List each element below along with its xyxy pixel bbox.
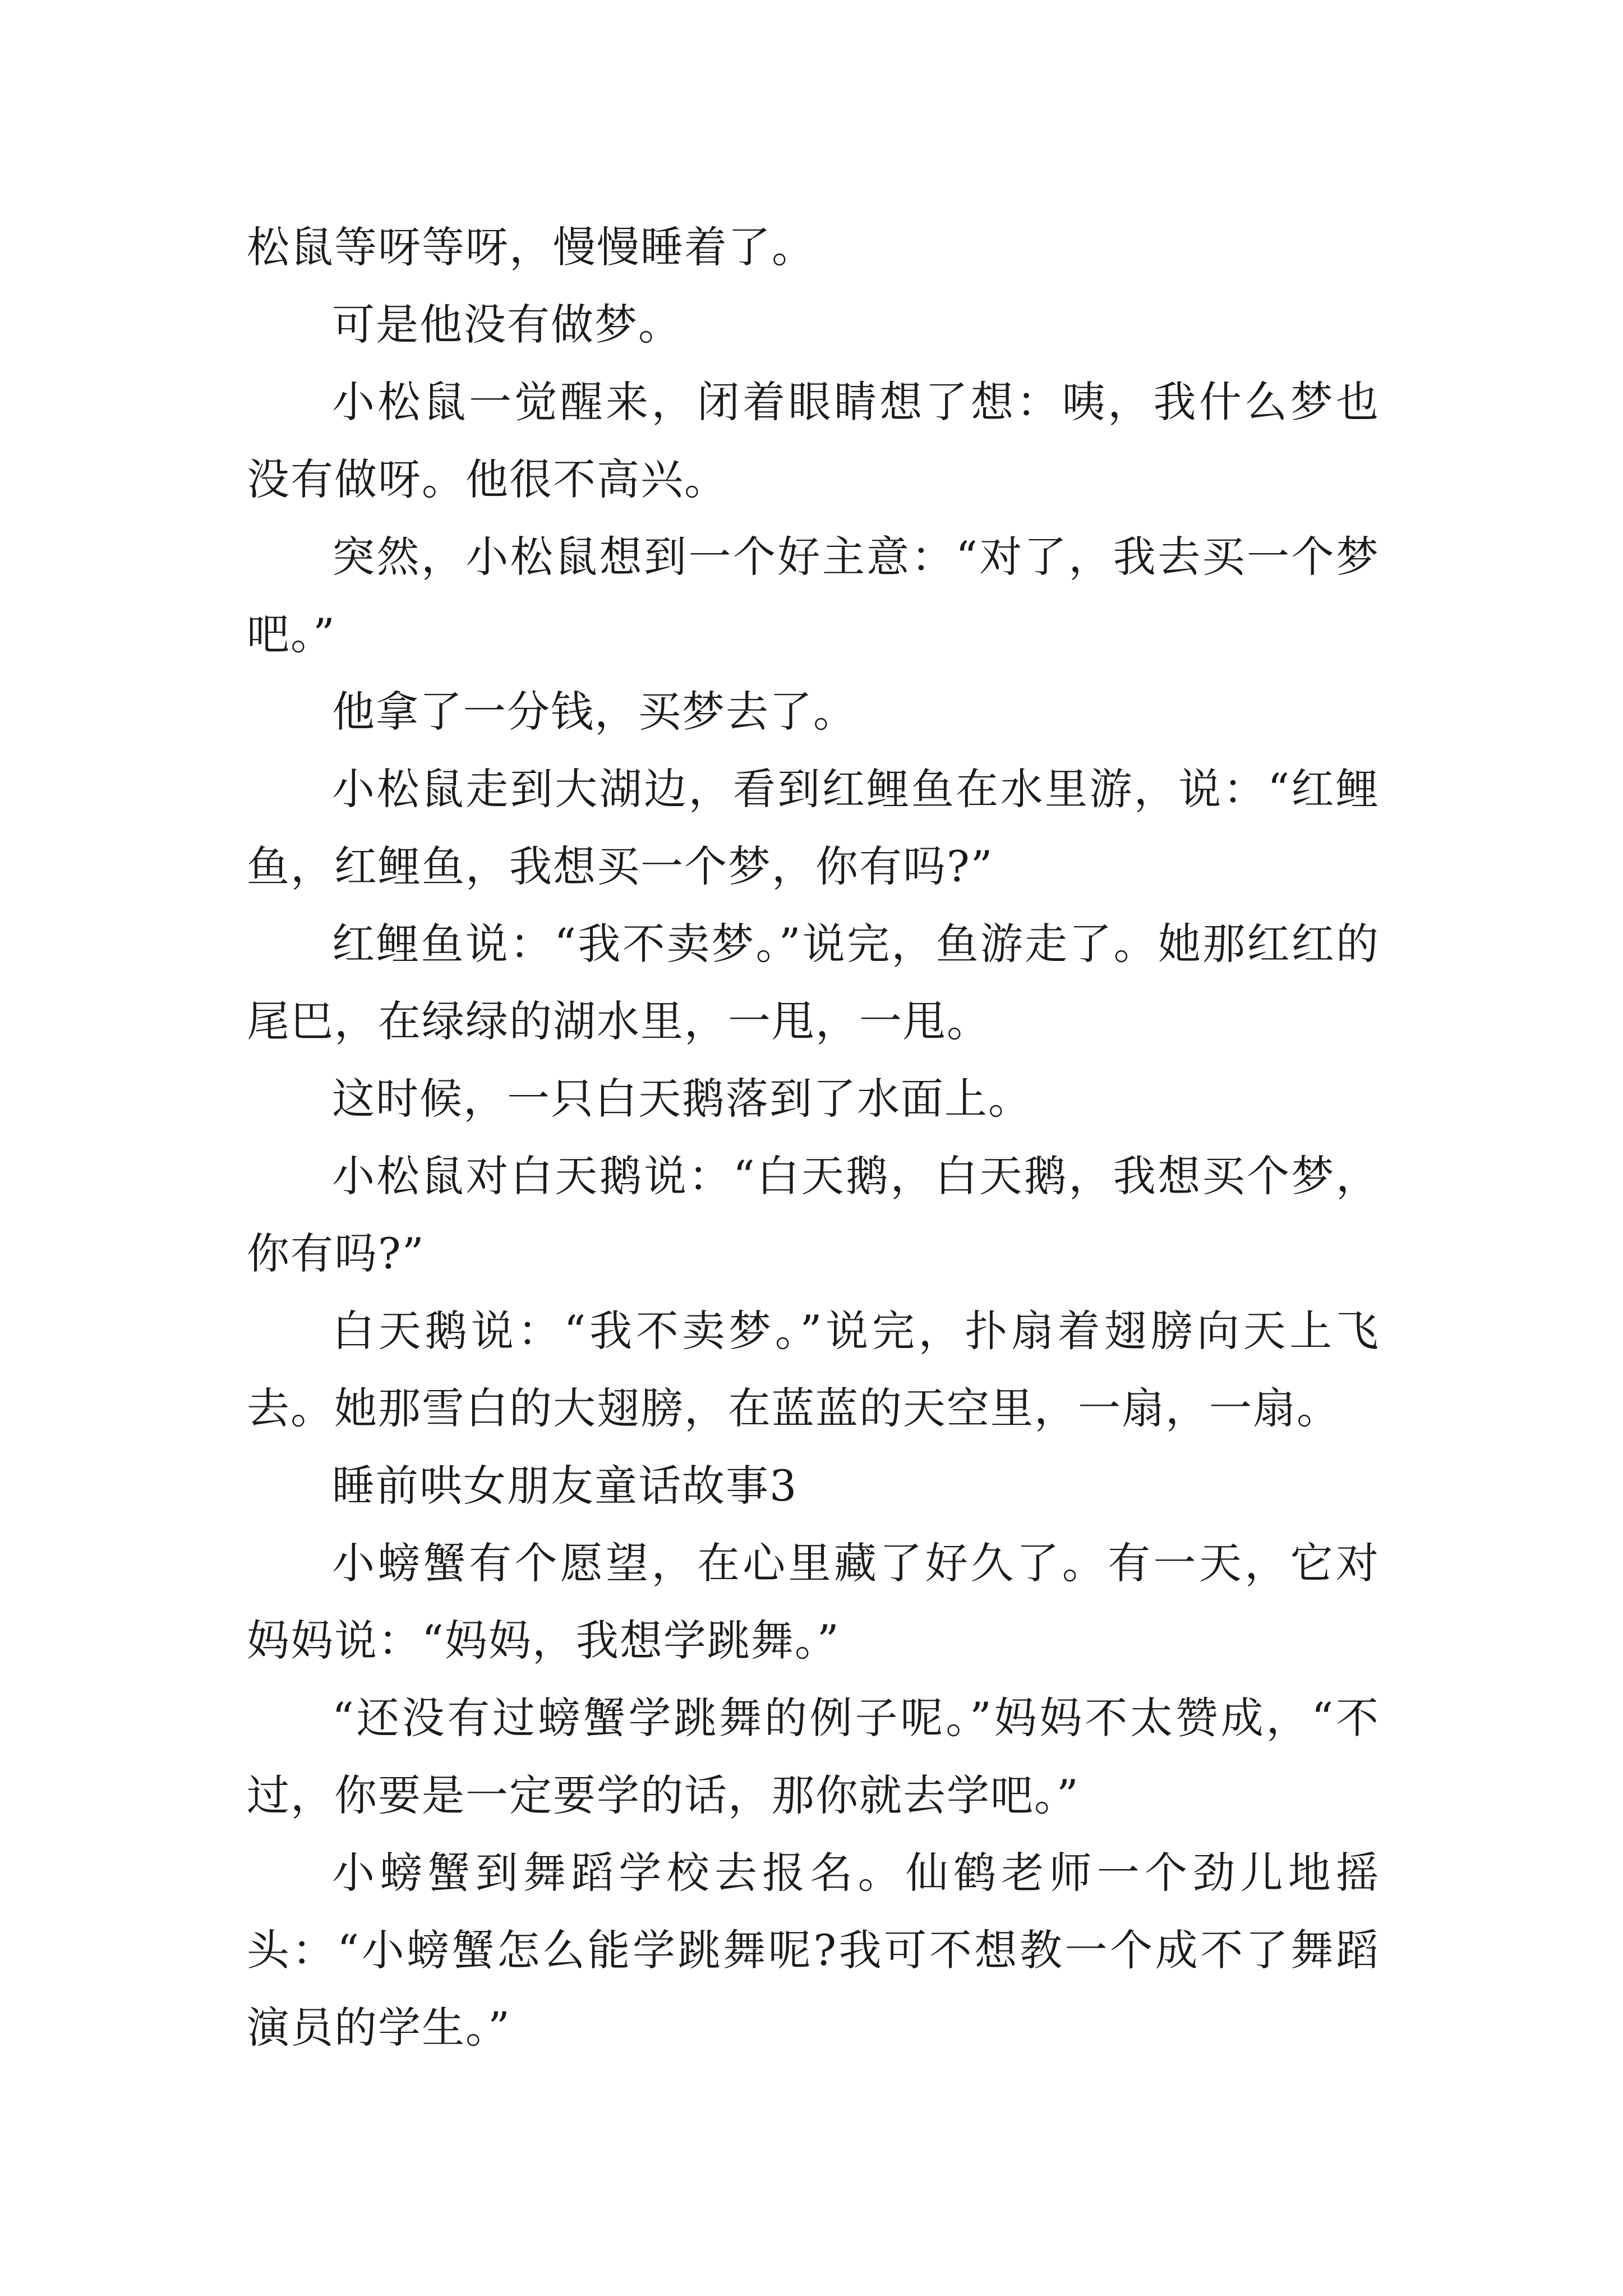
paragraph: “还没有过螃蟹学跳舞的例子呢。”妈妈不太赞成，“不过，你要是一定要学的话，那你就去学吧。” [247,1693,1380,1820]
paragraph: 白天鹅说：“我不卖梦。”说完，扑扇着翅膀向天上飞去。她那雪白的大翅膀，在蓝蓝的天空里，一扇，一扇。 [247,1306,1380,1433]
paragraph: 小螃蟹有个愿望，在心里藏了好久了。有一天，它对妈妈说：“妈妈，我想学跳舞。” [247,1538,1380,1665]
document-body [247,209,1380,2067]
paragraph: 松鼠等呀等呀，慢慢睡着了。 [247,222,815,272]
paragraph: 他拿了一分钱，买梦去了。 [332,687,857,737]
paragraph: 这时候，一只白天鹅落到了水面上。 [332,1074,1032,1124]
paragraph: 小螃蟹到舞蹈学校去报名。仙鹤老师一个劲儿地摇头：“小螃蟹怎么能学跳舞呢?我可不想教一个成不了舞蹈演员的学生。” [247,1848,1380,2053]
paragraph: 可是他没有做梦。 [332,300,682,349]
section-heading: 睡前哄女朋友童话故事3 [332,1461,798,1511]
paragraph: 红鲤鱼说：“我不卖梦。”说完，鱼游走了。她那红红的尾巴，在绿绿的湖水里，一甩，一甩。 [247,919,1380,1046]
paragraph: 小松鼠走到大湖边，看到红鲤鱼在水里游，说：“红鲤鱼，红鲤鱼，我想买一个梦，你有吗?” [247,764,1380,891]
paragraph: 小松鼠一觉醒来，闭着眼睛想了想：咦，我什么梦也没有做呀。他很不高兴。 [247,377,1380,504]
paragraph: 突然，小松鼠想到一个好主意：“对了，我去买一个梦吧。” [247,532,1380,659]
paragraph: 小松鼠对白天鹅说：“白天鹅，白天鹅，我想买个梦，你有吗?” [247,1151,1380,1278]
